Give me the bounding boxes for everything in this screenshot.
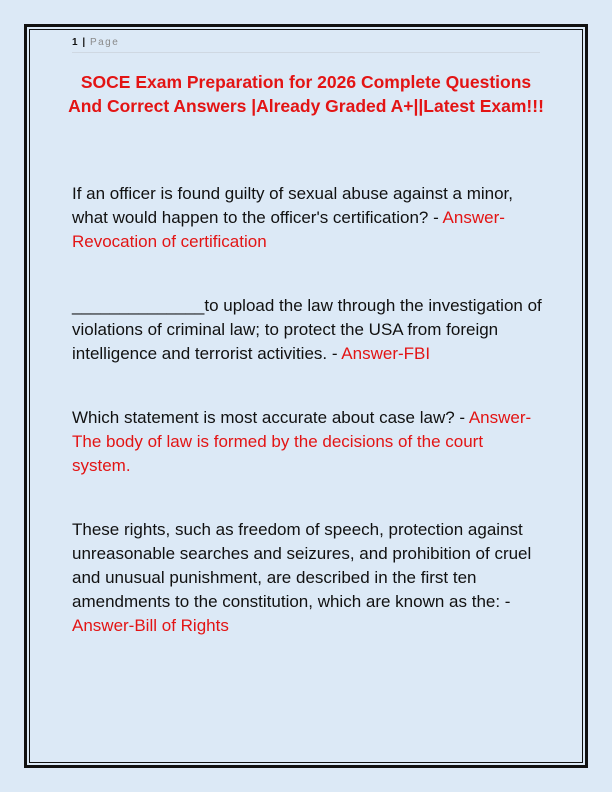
page-header — [72, 36, 540, 53]
qa-item — [72, 294, 546, 366]
question-text: These rights, such as freedom of speech, protection against unreasonable searches and seizures, and prohibition of cruel and unusual punishment, are described in the first ten amendments to the constitution, which are known as the: - — [72, 520, 532, 611]
document-title: SOCE Exam Preparation for 2026 Complete Questions And Correct Answers |Already Graded A+||Latest Exam!!! — [68, 72, 544, 116]
answer-text: Answer-Revocation of certification — [72, 208, 505, 251]
qa-item — [72, 406, 546, 478]
question-text: If an officer is found guilty of sexual abuse against a minor, what would happen to the officer's certification? - — [72, 184, 514, 227]
answer-text: Answer-The body of law is formed by the decisions of the court system. — [72, 408, 532, 475]
qa-item — [72, 182, 546, 254]
qa-list — [72, 182, 546, 638]
answer-text: Answer-Bill of Rights — [72, 616, 229, 635]
qa-item — [72, 518, 546, 638]
page-number: 1 — [72, 37, 78, 48]
question-text: Which statement is most accurate about case law? - — [72, 408, 469, 427]
answer-text: Answer-FBI — [341, 344, 431, 363]
question-text: ______________to upload the law through the investigation of violations of criminal law; to protect the USA from foreign intelligence and terrorist activities. - — [72, 296, 542, 363]
page-separator: | — [82, 37, 86, 48]
page-label: Page — [89, 37, 120, 48]
